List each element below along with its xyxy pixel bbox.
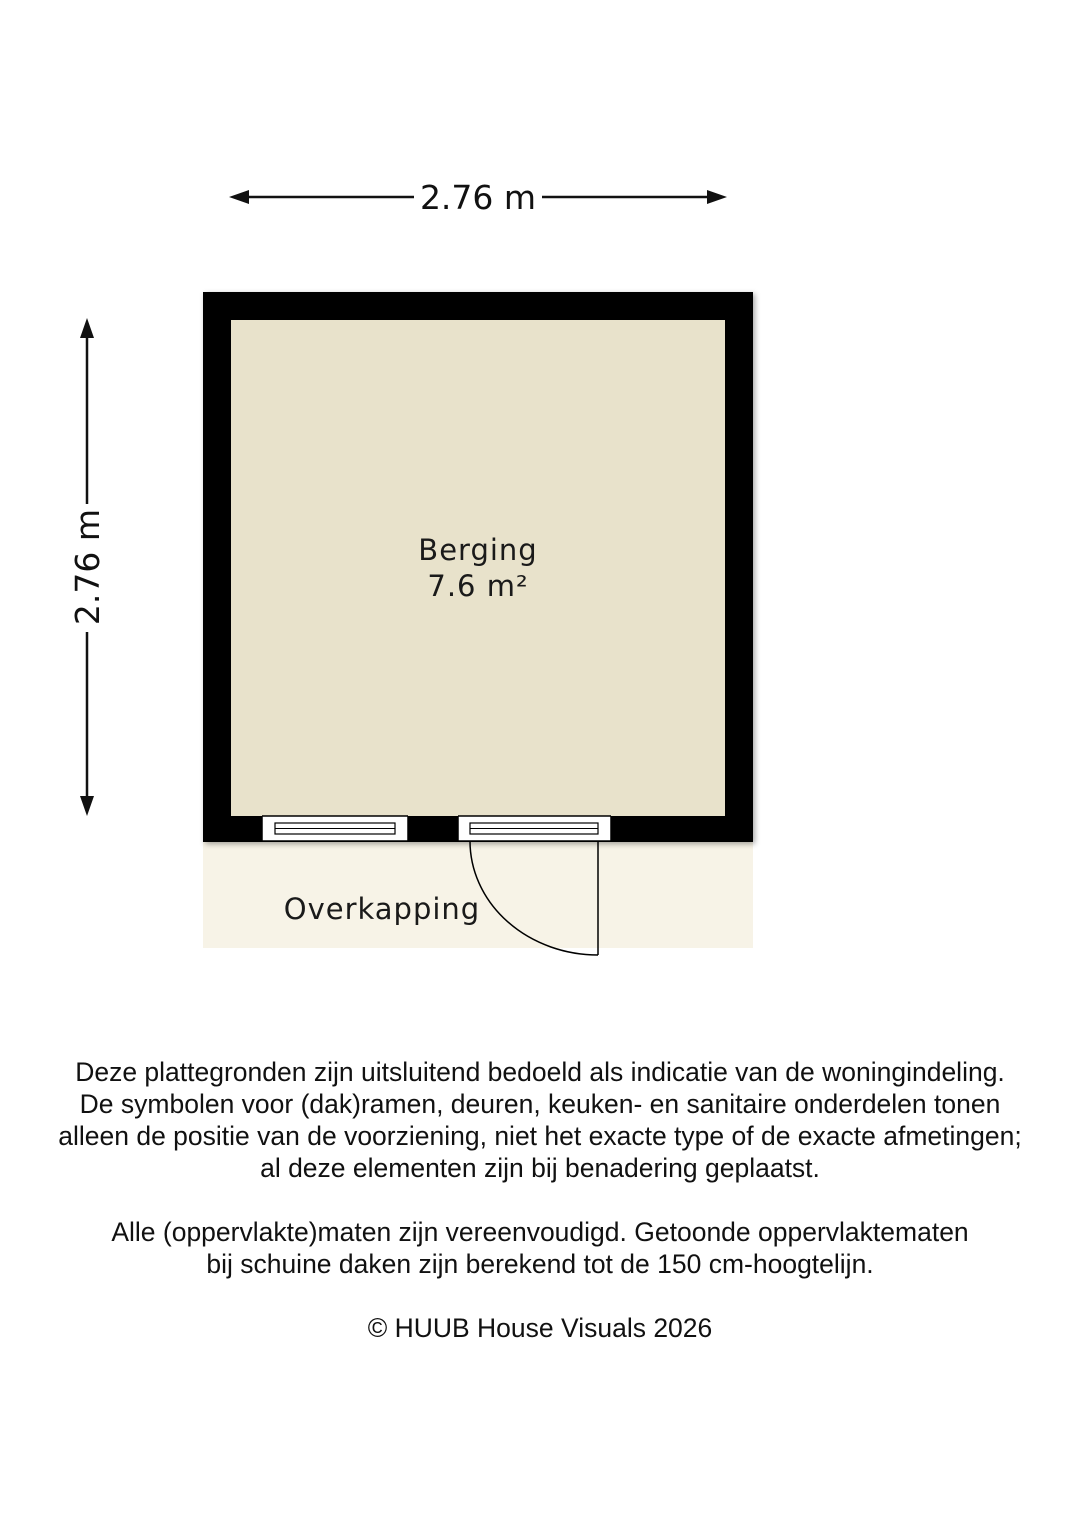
room-name-berging: Berging (418, 533, 538, 567)
room-name-overkapping: Overkapping (283, 892, 481, 926)
disclaimer-line: alleen de positie van de voorziening, niet het exacte type of de exacte afmetingen; (58, 1121, 1022, 1151)
disclaimer-line: Deze plattegronden zijn uitsluitend bedoeld als indicatie van de woningindeling. (75, 1057, 1005, 1087)
width-dimension (229, 178, 727, 217)
disclaimer-line: Alle (oppervlakte)maten zijn vereenvoudigd. Getoonde oppervlaktematen (111, 1217, 969, 1247)
disclaimer-line: bij schuine daken zijn berekend tot de 150 cm-hoogtelijn. (206, 1249, 874, 1279)
copyright: © HUUB House Visuals 2026 (367, 1313, 713, 1343)
height-dimension (68, 318, 107, 816)
window (262, 816, 408, 841)
berging-room (231, 320, 725, 816)
room-area-berging: 7.6 m² (427, 569, 529, 603)
disclaimer-line: al deze elementen zijn bij benadering geplaatst. (260, 1153, 820, 1183)
disclaimer (0, 1056, 1080, 1344)
height-dimension-label: 2.76 m (68, 508, 107, 626)
width-dimension-label: 2.76 m (419, 178, 537, 217)
disclaimer-line: De symbolen voor (dak)ramen, deuren, keuken- en sanitaire onderdelen tonen (79, 1089, 1001, 1119)
